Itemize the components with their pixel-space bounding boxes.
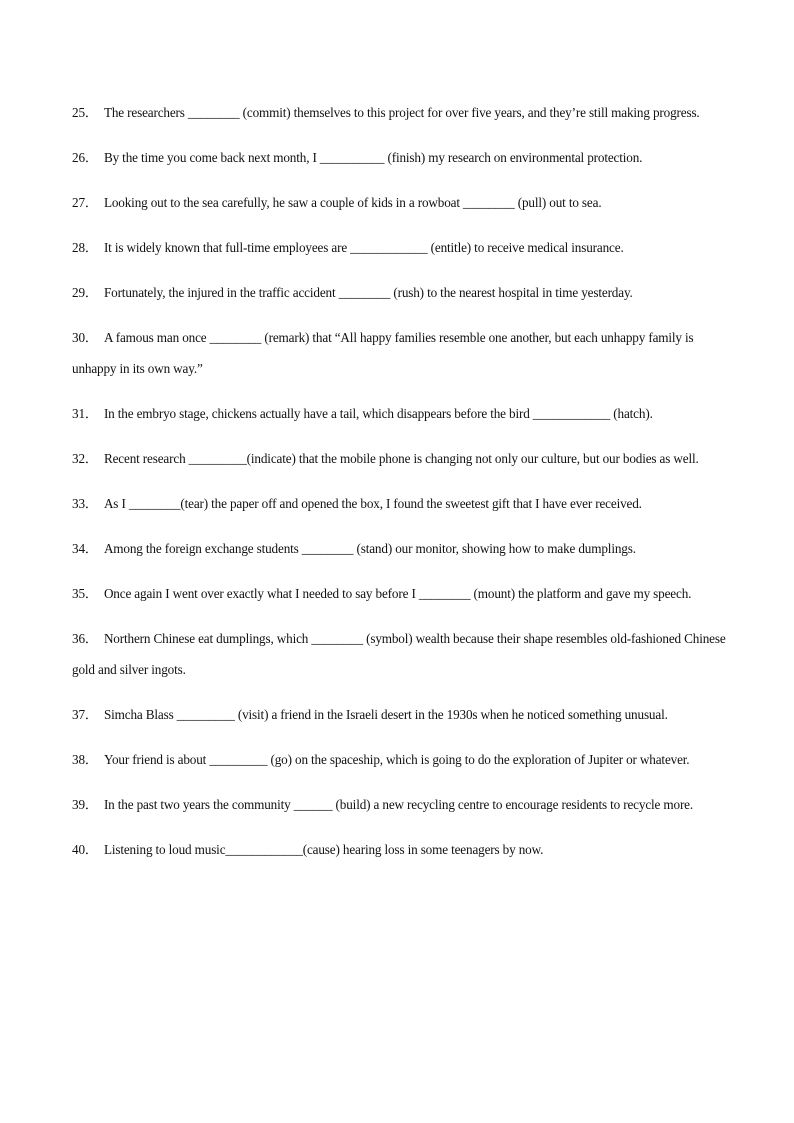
question-number: 37．: [72, 707, 98, 722]
question-number: 34．: [72, 541, 98, 556]
question-39: [72, 789, 726, 820]
question-text: As I ________(tear) the paper off and opened the box, I found the sweetest gift that I have ever received.: [103, 496, 642, 511]
question-number: 31．: [72, 406, 98, 421]
question-number: 26．: [72, 150, 98, 165]
question-28: [72, 232, 726, 263]
question-text: Listening to loud music____________(cause) hearing loss in some teenagers by now.: [103, 842, 544, 857]
question-27: [72, 187, 726, 218]
question-text: Your friend is about _________ (go) on the spaceship, which is going to do the exploration of Jupiter or whatever.: [103, 752, 690, 767]
question-text: In the embryo stage, chickens actually have a tail, which disappears before the bird ____________ (hatch).: [103, 406, 653, 421]
question-number: 29．: [72, 285, 98, 300]
question-34: [72, 533, 726, 564]
question-number: 32．: [72, 451, 98, 466]
question-number: 36．: [72, 631, 98, 646]
question-32: [72, 443, 726, 474]
question-text: Fortunately, the injured in the traffic accident ________ (rush) to the nearest hospital in time yesterday.: [103, 285, 633, 300]
question-38: [72, 744, 726, 775]
question-35: [72, 578, 726, 609]
question-26: [72, 142, 726, 173]
question-number: 39．: [72, 797, 98, 812]
question-text: Once again I went over exactly what I needed to say before I ________ (mount) the platform and gave my speech.: [103, 586, 692, 601]
question-25: [72, 97, 726, 128]
question-29: [72, 277, 726, 308]
question-number: 35．: [72, 586, 98, 601]
question-31: [72, 398, 726, 429]
question-number: 25．: [72, 105, 98, 120]
question-number: 27．: [72, 195, 98, 210]
question-text: Northern Chinese eat dumplings, which ________ (symbol) wealth because their shape resembles old-fashioned Chinese gold and silver ingots.: [72, 631, 726, 677]
question-text: Among the foreign exchange students ________ (stand) our monitor, showing how to make dumplings.: [103, 541, 636, 556]
question-text: The researchers ________ (commit) themselves to this project for over five years, and they’re still making progress.: [103, 105, 700, 120]
question-text: In the past two years the community ______ (build) a new recycling centre to encourage residents to recycle more.: [103, 797, 694, 812]
question-number: 40．: [72, 842, 98, 857]
question-text: Looking out to the sea carefully, he saw a couple of kids in a rowboat ________ (pull) out to sea.: [103, 195, 602, 210]
question-33: [72, 488, 726, 519]
question-text: By the time you come back next month, I __________ (finish) my research on environmental protection.: [103, 150, 643, 165]
question-number: 38．: [72, 752, 98, 767]
question-text: A famous man once ________ (remark) that “All happy families resemble one another, but each unhappy family is unhappy in its own way.”: [72, 330, 694, 376]
question-number: 33．: [72, 496, 98, 511]
question-text: Recent research _________(indicate) that the mobile phone is changing not only our culture, but our bodies as well.: [103, 451, 699, 466]
question-30: [72, 322, 726, 384]
question-number: 28．: [72, 240, 98, 255]
question-40: [72, 834, 726, 865]
question-37: [72, 699, 726, 730]
question-36: [72, 623, 726, 685]
question-number: 30．: [72, 330, 98, 345]
question-text: It is widely known that full-time employees are ____________ (entitle) to receive medical insurance.: [103, 240, 624, 255]
question-text: Simcha Blass _________ (visit) a friend in the Israeli desert in the 1930s when he noticed something unusual.: [103, 707, 668, 722]
